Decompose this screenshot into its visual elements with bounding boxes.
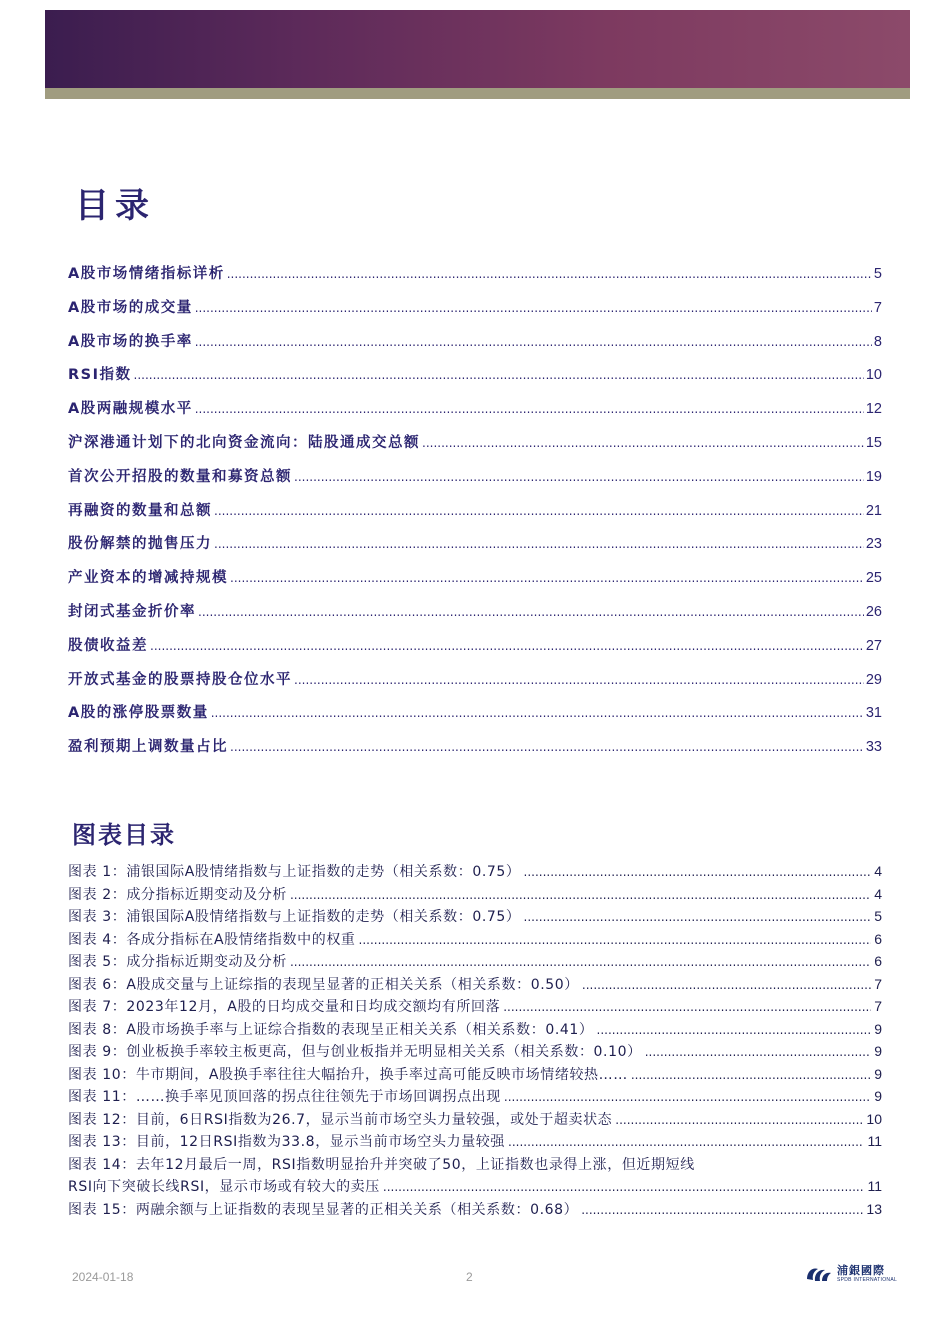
figure-item-page: 6 — [874, 953, 882, 969]
toc-item-label: 股债收益差 — [68, 637, 148, 654]
leader-dots — [383, 1180, 865, 1194]
figure-item-page: 6 — [874, 930, 882, 947]
leader-dots — [645, 1045, 871, 1059]
company-logo — [804, 1263, 897, 1285]
header-stripe — [45, 88, 910, 99]
toc-item[interactable] — [68, 566, 882, 600]
figures-title: 图表目录 — [72, 820, 176, 849]
leader-dots — [290, 955, 871, 969]
footer-page-number: 2 — [466, 1270, 473, 1284]
toc-item[interactable] — [68, 634, 882, 668]
toc-item-page: 8 — [873, 333, 882, 350]
figure-item[interactable] — [68, 974, 882, 997]
header-banner — [45, 10, 910, 88]
toc-item-label: 产业资本的增减持规模 — [68, 570, 228, 587]
figure-item-label: 图表 9：创业板换手率较主板更高，但与创业板指并无明显相关关系（相关系数：0.10） — [68, 1044, 642, 1060]
leader-dots — [134, 368, 864, 382]
figure-item-label: 图表 8：A股市场换手率与上证综合指数的表现呈正相关关系（相关系数：0.41） — [68, 1021, 594, 1038]
toc-item-page: 15 — [865, 434, 882, 451]
toc-item-label: A股市场的成交量 — [68, 299, 193, 316]
toc-item-page: 26 — [865, 603, 882, 620]
toc-item-page: 27 — [865, 637, 882, 654]
leader-dots — [504, 1090, 871, 1104]
figure-item-page: 5 — [874, 908, 882, 924]
leader-dots — [581, 1203, 863, 1217]
figure-item-page: 4 — [874, 863, 882, 879]
toc-item[interactable] — [68, 465, 882, 499]
figure-item[interactable] — [68, 1199, 882, 1222]
toc-item[interactable] — [68, 363, 882, 397]
logo-mark-icon — [804, 1263, 834, 1285]
toc-item-page: 31 — [865, 705, 882, 722]
toc-item-label: 封闭式基金折价率 — [68, 603, 196, 620]
toc-item[interactable] — [68, 330, 882, 364]
figure-item-page: 10 — [866, 1110, 882, 1127]
leader-dots — [422, 436, 864, 450]
figure-item-label: 图表 10：牛市期间，A股换手率往往大幅抬升，换手率过高可能反映市场情绪较热…… — [68, 1066, 628, 1083]
figure-item[interactable] — [68, 906, 882, 929]
toc-item-page: 29 — [865, 671, 882, 688]
leader-dots — [615, 1113, 863, 1127]
toc-item-label: 开放式基金的股票持股仓位水平 — [68, 671, 292, 688]
toc-item-page: 25 — [865, 570, 882, 587]
figure-item-page: 9 — [874, 1043, 882, 1059]
logo-english-name: SPDB INTERNATIONAL — [837, 1277, 898, 1283]
leader-dots — [508, 1135, 864, 1149]
figure-item-page: 13 — [866, 1200, 882, 1217]
leader-dots — [195, 402, 864, 416]
toc-item-label: A股的涨停股票数量 — [68, 705, 209, 722]
figure-item-page: 9 — [874, 1020, 882, 1037]
toc-item[interactable] — [68, 397, 882, 431]
toc-item-label: A股两融规模水平 — [68, 401, 193, 418]
toc-item-label: A股市场情绪指标详析 — [68, 266, 225, 282]
toc-item-page: 19 — [865, 468, 882, 485]
figure-item-label: 图表 11：……换手率见顶回落的拐点往往领先于市场回调拐点出现 — [68, 1089, 501, 1105]
figure-item-label: 图表 1：浦银国际A股情绪指数与上证指数的走势（相关系数：0.75） — [68, 864, 521, 880]
leader-dots — [230, 571, 864, 585]
leader-dots — [290, 888, 871, 902]
figure-item-page: 9 — [874, 1065, 882, 1082]
toc-item-page: 21 — [865, 502, 882, 519]
leader-dots — [524, 910, 872, 924]
leader-dots — [198, 605, 864, 619]
toc-item-label: 再融资的数量和总额 — [68, 502, 212, 519]
figure-item-page: 9 — [874, 1088, 882, 1104]
logo-chinese-name: 浦銀國際 — [837, 1264, 885, 1277]
toc-item-label: A股市场的换手率 — [68, 333, 193, 350]
toc-item-page: 10 — [865, 367, 882, 384]
leader-dots — [211, 706, 864, 720]
toc-item-label: 股份解禁的抛售压力 — [68, 536, 212, 553]
toc-item[interactable] — [68, 701, 882, 735]
leader-dots — [195, 335, 872, 349]
leader-dots — [524, 865, 872, 879]
figure-item-page: 11 — [867, 1133, 882, 1149]
toc-item[interactable] — [68, 262, 882, 296]
figure-item[interactable] — [68, 1086, 882, 1109]
leader-dots — [582, 978, 871, 992]
leader-dots — [214, 504, 864, 518]
toc-item-page: 5 — [873, 266, 882, 282]
figure-item[interactable] — [68, 1109, 882, 1132]
leader-dots — [214, 537, 864, 551]
figure-item-label: 图表 12：目前，6日RSI指数为26.7，显示当前市场空头力量较强，或处于超卖状态 — [68, 1111, 613, 1128]
figure-list — [68, 861, 882, 1221]
figure-item[interactable] — [68, 929, 882, 952]
leader-dots — [230, 740, 864, 754]
toc-list — [68, 262, 882, 769]
figure-item-label: 图表 7：2023年12月，A股的日均成交量和日均成交额均有所回落 — [68, 999, 501, 1015]
figure-item-label: 图表 13：目前，12日RSI指数为33.8，显示当前市场空头力量较强 — [68, 1134, 505, 1150]
toc-item[interactable] — [68, 735, 882, 769]
figure-item-label: 图表 6：A股成交量与上证综指的表现呈显著的正相关关系（相关系数：0.50） — [68, 976, 579, 993]
leader-dots — [294, 673, 864, 687]
toc-item[interactable] — [68, 499, 882, 533]
leader-dots — [503, 1000, 871, 1014]
toc-item[interactable] — [68, 431, 882, 465]
leader-dots — [359, 933, 872, 947]
figure-item[interactable] — [68, 996, 882, 1019]
toc-item[interactable] — [68, 296, 882, 330]
toc-title: 目录 — [75, 186, 155, 226]
toc-item-page: 33 — [865, 739, 882, 756]
toc-item-label: 盈利预期上调数量占比 — [68, 739, 228, 756]
figure-item-label: 图表 3：浦银国际A股情绪指数与上证指数的走势（相关系数：0.75） — [68, 909, 521, 925]
figure-item[interactable] — [68, 1064, 882, 1087]
toc-item[interactable] — [68, 668, 882, 702]
figure-item-label: 图表 15：两融余额与上证指数的表现呈显著的正相关关系（相关系数：0.68） — [68, 1201, 579, 1218]
toc-item[interactable] — [68, 532, 882, 566]
toc-item-page: 7 — [873, 299, 882, 316]
figure-item-label: 图表 4：各成分指标在A股情绪指数中的权重 — [68, 931, 356, 948]
figure-item-label: 图表 2：成分指标近期变动及分析 — [68, 886, 287, 903]
toc-item-page: 23 — [865, 536, 882, 553]
toc-item-label: 沪深港通计划下的北向资金流向：陆股通成交总额 — [68, 434, 420, 451]
leader-dots — [150, 639, 864, 653]
figure-item-page: 11 — [867, 1178, 882, 1194]
toc-item[interactable] — [68, 600, 882, 634]
footer-date: 2024-01-18 — [72, 1270, 134, 1284]
figure-item[interactable] — [68, 884, 882, 907]
leader-dots — [195, 301, 872, 315]
figure-item-label: 图表 14：去年12月最后一周，RSI指数明显抬升并突破了50，上证指数也录得上涨，但近期短线 — [68, 1156, 695, 1173]
toc-item-label: RSI指数 — [68, 367, 132, 384]
figure-item[interactable] — [68, 1131, 882, 1154]
figure-item[interactable] — [68, 1019, 882, 1042]
figure-item[interactable] — [68, 1041, 882, 1064]
leader-dots — [227, 267, 872, 281]
figure-item-label-continued: RSI向下突破长线RSI，显示市场或有较大的卖压 — [68, 1179, 380, 1195]
toc-item-page: 12 — [865, 401, 882, 418]
figure-item[interactable] — [68, 951, 882, 974]
figure-item[interactable] — [68, 1154, 882, 1199]
figure-item-page: 7 — [874, 998, 882, 1014]
toc-item-label: 首次公开招股的数量和募资总额 — [68, 468, 292, 485]
figure-item-page: 7 — [874, 975, 882, 992]
figure-item[interactable] — [68, 861, 882, 884]
leader-dots — [631, 1068, 871, 1082]
leader-dots — [294, 470, 864, 484]
figure-item-label: 图表 5：成分指标近期变动及分析 — [68, 954, 287, 970]
leader-dots — [597, 1023, 872, 1037]
figure-item-page: 4 — [874, 885, 882, 902]
